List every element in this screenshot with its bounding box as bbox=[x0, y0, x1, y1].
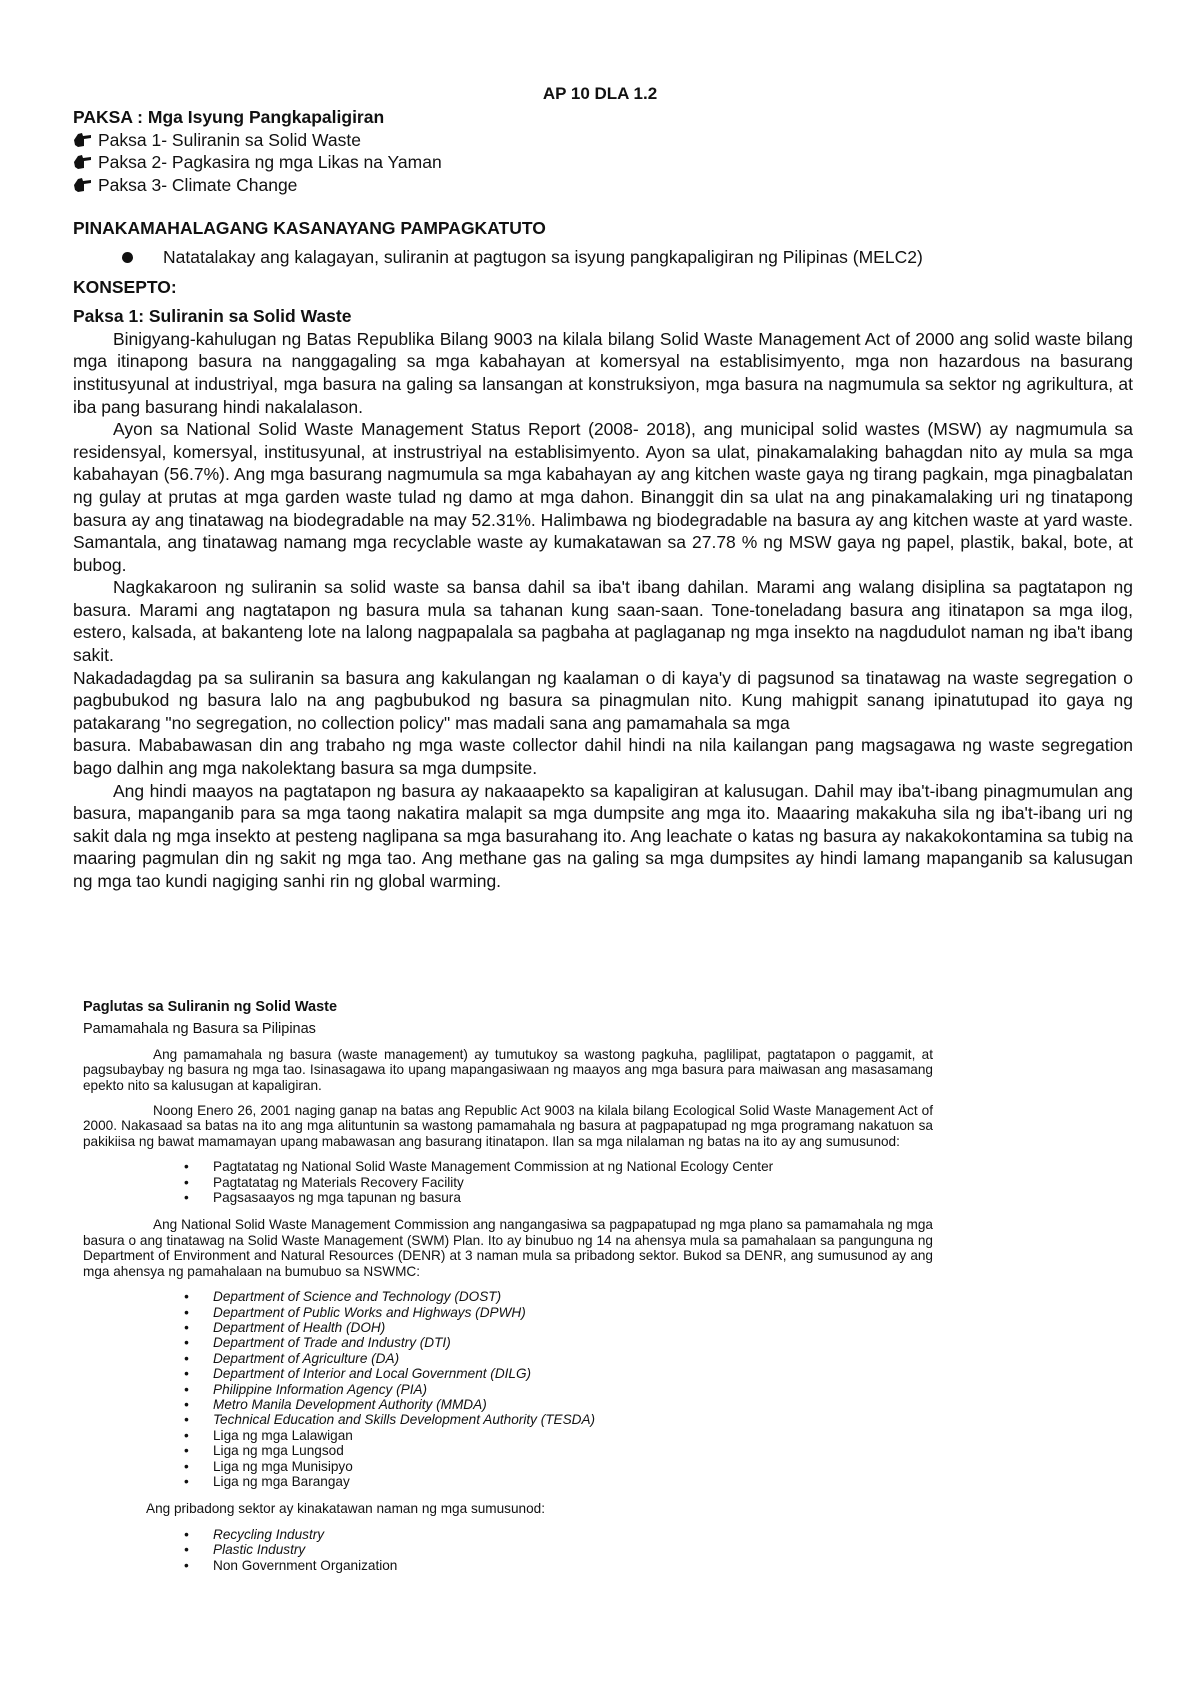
scan-paragraph: Ang National Solid Waste Management Commission ang nangangasiwa sa pagpapatupad ng mga plano sa pamamahala ng mga basura o ang tinatawag na Solid Waste Management (SWM) Plan. Ito ay binubuo ng 14 na ahensya mula sa pamahalaan sa pangunguna ng Department of Environment and Natural Resources (DENR) at 3 naman mula sa pribadong sektor. Bukod sa DENR, ang sumusunod ay ang mga ahensya ng pamahalaan na bumubuo sa NSWMC: bbox=[83, 1217, 933, 1279]
list-item: • Department of Agriculture (DA) bbox=[83, 1351, 933, 1366]
scan-paragraph: Noong Enero 26, 2001 naging ganap na batas ang Republic Act 9003 na kilala bilang Ecological Solid Waste Management Act of 2000. Nakasaad sa batas na ito ang mga alituntunin sa wastong pamamahala ng basura at pagpapatupad ng mga programang nakatuon sa pakikiisa ng bawat mamamayan upang mabawasan ang basurang itinatapon. Ilan sa mga nilalaman ng batas na ito ay ang sumusunod: bbox=[83, 1103, 933, 1149]
list-item: • Liga ng mga Lungsod bbox=[83, 1443, 933, 1458]
melc-item: Natatalakay ang kalagayan, suliranin at pagtugon sa isyung pangkapaligiran ng Pilipinas (MELC2) bbox=[73, 246, 1133, 269]
paksa1-heading: Paksa 1: Suliranin sa Solid Waste bbox=[73, 306, 352, 327]
bullet-icon bbox=[122, 252, 133, 263]
list-item: • Liga ng mga Munisipyo bbox=[83, 1459, 933, 1474]
paragraph: Ayon sa National Solid Waste Management Status Report (2008- 2018), ang municipal solid wastes (MSW) ay nagmumula sa residensyal, komersyal, institusyunal, at instrustriyal na establisimyento. Ayon sa ulat, pinakamalaking bahagdan nito ay mula sa mga kabahayan (56.7%). Ang mga basurang nagmumula sa mga kabahayan ay ang kitchen waste gaya ng tirang pagkain, mga pinagbalatan ng gulay at prutas at mga garden waste tulad ng damo at mga dahon. Binanggit din sa ulat na ang pinakamalaking uri ng tinatapong basura ay ang tinatawag na biodegradable na may 52.31%. Halimbawa ng biodegradable na basura ay ang kitchen waste at yard waste. Samantala, ang tinatawag namang mga recyclable waste ay kumakatawan sa 27.78 % ng MSW gaya ng papel, plastik, bakal, bote, at bubog. bbox=[73, 419, 1133, 575]
scan-subheading: Pamamahala ng Basura sa Pilipinas bbox=[83, 1021, 316, 1038]
melc-heading: PINAKAMAHALAGANG KASANAYANG PAMPAGKATUTO bbox=[73, 218, 546, 239]
paksa-item-2: Paksa 2- Pagkasira ng mga Likas na Yaman bbox=[73, 151, 1133, 174]
pointing-hand-icon bbox=[73, 131, 93, 149]
scan-heading: Paglutas sa Suliranin ng Solid Waste bbox=[83, 999, 338, 1015]
paragraph: Binigyang-kahulugan ng Batas Republika Bilang 9003 na kilala bilang Solid Waste Management Act of 2000 ang solid waste bilang mga itinapong basura na nanggagaling sa mga kabahayan at komersyal na establisimyento, mga non hazardous na basurang institusyunal at industriyal, mga basura na galing sa lansangan at konstruksiyon, mga basura na nagmumula sa sektor ng agrikultura, at iba pang basurang hindi nakalalason. bbox=[73, 328, 1133, 417]
paragraph: Ang hindi maayos na pagtatapon ng basura ay nakaaapekto sa kapaligiran at kalusugan. Dahil may iba't-ibang pinagmumulan ang basura, mapanganib para sa mga taong nakatira malapit sa mga dumpsite ang mga ito. Maaaring makakuha sila ng iba't-ibang uri ng sakit dala ng mga insekto at pesteng naglipana sa mga basurahang ito. Ang leachate o katas ng basura ay nakakokontamina sa tubig na maaring pagmulan din ng sakit ng mga tao. Ang methane gas na galing sa mga dumpsites ay hindi lamang mapanganib sa kalusugan ng mga tao kundi nagiging sanhi rin ng global warming. bbox=[73, 780, 1133, 891]
list-item: • Liga ng mga Lalawigan bbox=[83, 1428, 933, 1443]
list-item: • Philippine Information Agency (PIA) bbox=[83, 1382, 933, 1397]
pointing-hand-icon bbox=[73, 153, 93, 171]
paksa-item-1: Paksa 1- Suliranin sa Solid Waste bbox=[73, 129, 1133, 152]
list-item: • Recycling Industry bbox=[83, 1527, 933, 1542]
document-body bbox=[73, 106, 1133, 893]
law-contents-list bbox=[83, 1159, 933, 1205]
list-item: • Technical Education and Skills Development Authority (TESDA) bbox=[83, 1412, 933, 1427]
scanned-excerpt bbox=[83, 1000, 933, 1585]
list-item: • Non Government Organization bbox=[83, 1558, 933, 1573]
paragraph: Nagkakaroon ng suliranin sa solid waste sa bansa dahil sa iba't ibang dahilan. Marami ang walang disiplina sa pagtatapon ng basura. Marami ang nagtatapon ng basura mula sa tahanan kung saan-saan. Tone-toneladang basura ang itinatapon sa mga ilog, estero, kalsada, at bakanteng lote na lalong nagpapalala sa pagbaha at paglaganap ng mga insekto na nagdudulot naman ng iba't ibang sakit. bbox=[73, 577, 1133, 666]
list-item: • Liga ng mga Barangay bbox=[83, 1474, 933, 1489]
paragraph: basura. Mababawasan din ang trabaho ng mga waste collector dahil hindi na nila kailangan pang magsagawa ng waste segregation bago dalhin ang mga nakolektang basura sa mga dumpsite. bbox=[73, 735, 1133, 779]
list-item: • Department of Public Works and Highways (DPWH) bbox=[83, 1305, 933, 1320]
pointing-hand-icon bbox=[73, 176, 93, 194]
list-item: • Metro Manila Development Authority (MMDA) bbox=[83, 1397, 933, 1412]
scan-paragraph: Ang pamamahala ng basura (waste management) ay tumutukoy sa wastong pagkuha, paglilipat, pagtatapon o paggamit, at pagsubaybay ng basura ng mga tao. Isinasagawa ito upang mapangasiwaan ng maayos ang mga basura para maiwasan ang masasamang epekto nito sa kalusugan at kapaligiran. bbox=[83, 1046, 933, 1093]
paksa-heading: PAKSA : Mga Isyung Pangkapaligiran bbox=[73, 107, 385, 127]
list-item: • Pagtatatag ng National Solid Waste Management Commission at ng National Ecology Center bbox=[83, 1159, 933, 1174]
list-item: • Department of Interior and Local Government (DILG) bbox=[83, 1366, 933, 1381]
scan-paragraph: Ang pribadong sektor ay kinakatawan naman ng mga sumusunod: bbox=[146, 1501, 545, 1517]
list-item: • Pagtatatag ng Materials Recovery Facility bbox=[83, 1175, 933, 1190]
list-item: • Department of Trade and Industry (DTI) bbox=[83, 1335, 933, 1350]
agency-list bbox=[83, 1289, 933, 1489]
document-title: AP 10 DLA 1.2 bbox=[542, 84, 658, 103]
list-item: • Department of Science and Technology (DOST) bbox=[83, 1289, 933, 1304]
list-item: • Department of Health (DOH) bbox=[83, 1320, 933, 1335]
paksa-item-3: Paksa 3- Climate Change bbox=[73, 174, 1133, 197]
list-item: • Plastic Industry bbox=[83, 1542, 933, 1557]
private-sector-list bbox=[83, 1527, 933, 1573]
paragraph: Nakadadagdag pa sa suliranin sa basura ang kakulangan ng kaalaman o di kaya'y di pagsunod sa tinatawag na waste segregation o pagbubukod ng basura lalo na ang pagbubukod ng basura sa pinagmulan nito. Kung mahigpit sanang ipinatutupad ito gaya ng patakarang "no segregation, no collection policy" mas madali sana ang pamamahala sa mga bbox=[73, 667, 1133, 733]
konsepto-heading: KONSEPTO: bbox=[73, 276, 177, 297]
list-item: • Pagsasaayos ng mga tapunan ng basura bbox=[83, 1190, 933, 1205]
